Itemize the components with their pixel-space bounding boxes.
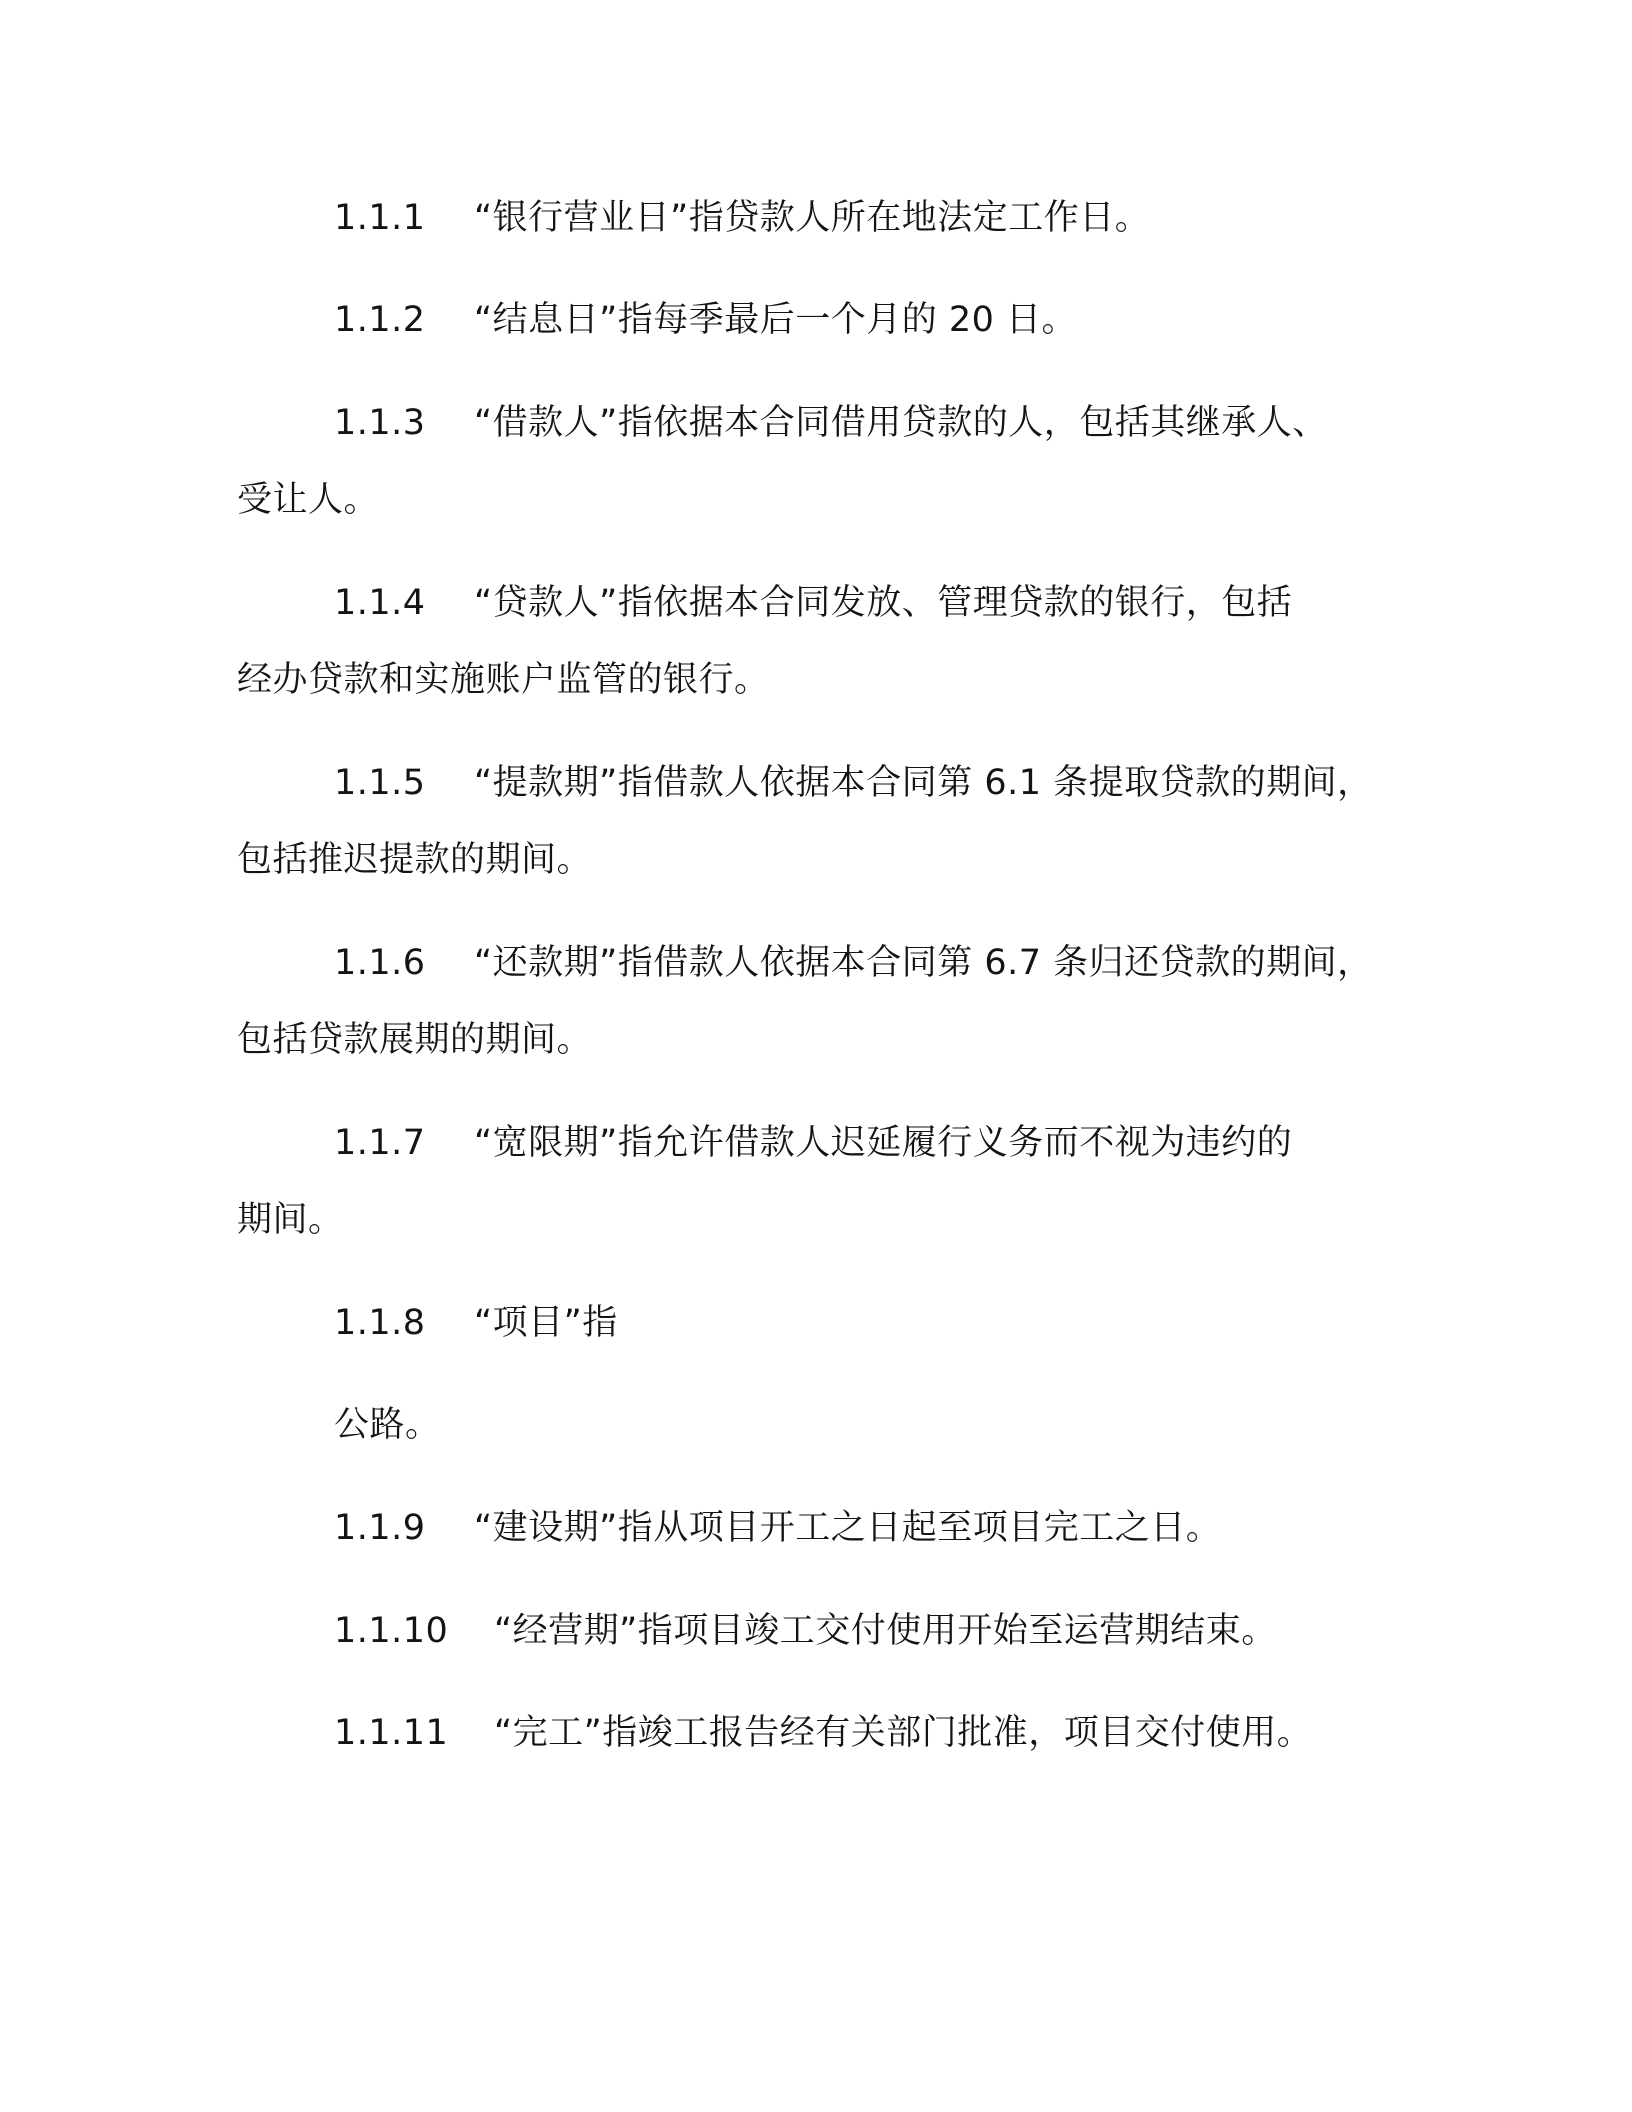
clause-1-1-4-continuation: 经办贷款和实施账户监管的银行。: [237, 660, 770, 700]
clause-1-1-10: [334, 1609, 1277, 1653]
clause-text: “借款人”指依据本合同借用贷款的人，包括其继承人、: [474, 403, 1328, 443]
clause-number: 1.1.7: [334, 1123, 426, 1163]
clause-1-1-6: [334, 941, 1373, 985]
clause-number: 1.1.6: [334, 943, 426, 983]
clause-number: 1.1.2: [334, 300, 426, 340]
clause-number: 1.1.3: [334, 403, 426, 443]
clause-text: “银行营业日”指贷款人所在地法定工作日。: [474, 198, 1151, 238]
clause-text: “贷款人”指依据本合同发放、管理贷款的银行，包括: [474, 583, 1293, 623]
clause-1-1-7: [334, 1121, 1292, 1165]
clause-text: “结息日”指每季最后一个月的 20 日。: [474, 300, 1078, 340]
clause-number: 1.1.8: [334, 1303, 426, 1343]
clause-text: “项目”指: [474, 1303, 618, 1343]
clause-1-1-5: [334, 761, 1373, 805]
clause-1-1-3: [334, 401, 1328, 445]
clause-text: “经营期”指项目竣工交付使用开始至运营期结束。: [494, 1611, 1277, 1651]
clause-1-1-9: [334, 1506, 1221, 1550]
clause-1-1-11: [334, 1711, 1312, 1755]
clause-number: 1.1.10: [334, 1611, 449, 1651]
clause-text: “宽限期”指允许借款人迟延履行义务而不视为违约的: [474, 1123, 1293, 1163]
clause-1-1-7-continuation: 期间。: [237, 1200, 344, 1240]
clause-1-1-4: [334, 581, 1292, 625]
clause-text: “建设期”指从项目开工之日起至项目完工之日。: [474, 1508, 1222, 1548]
clause-1-1-3-continuation: 受让人。: [237, 480, 380, 520]
clause-number: 1.1.5: [334, 763, 426, 803]
clause-1-1-6-continuation: 包括贷款展期的期间。: [237, 1020, 593, 1060]
clause-number: 1.1.4: [334, 583, 426, 623]
clause-text: “还款期”指借款人依据本合同第 6.7 条归还贷款的期间，: [474, 943, 1373, 983]
clause-1-1-8-continuation: 公路。: [334, 1405, 441, 1445]
clause-text: “完工”指竣工报告经有关部门批准，项目交付使用。: [494, 1713, 1313, 1753]
clause-text: “提款期”指借款人依据本合同第 6.1 条提取贷款的期间，: [474, 763, 1373, 803]
clause-1-1-2: [334, 298, 1077, 342]
clause-number: 1.1.9: [334, 1508, 426, 1548]
clause-1-1-1: [334, 196, 1150, 240]
clause-number: 1.1.1: [334, 198, 426, 238]
clause-number: 1.1.11: [334, 1713, 449, 1753]
clause-1-1-5-continuation: 包括推迟提款的期间。: [237, 840, 593, 880]
clause-1-1-8: [334, 1301, 618, 1345]
